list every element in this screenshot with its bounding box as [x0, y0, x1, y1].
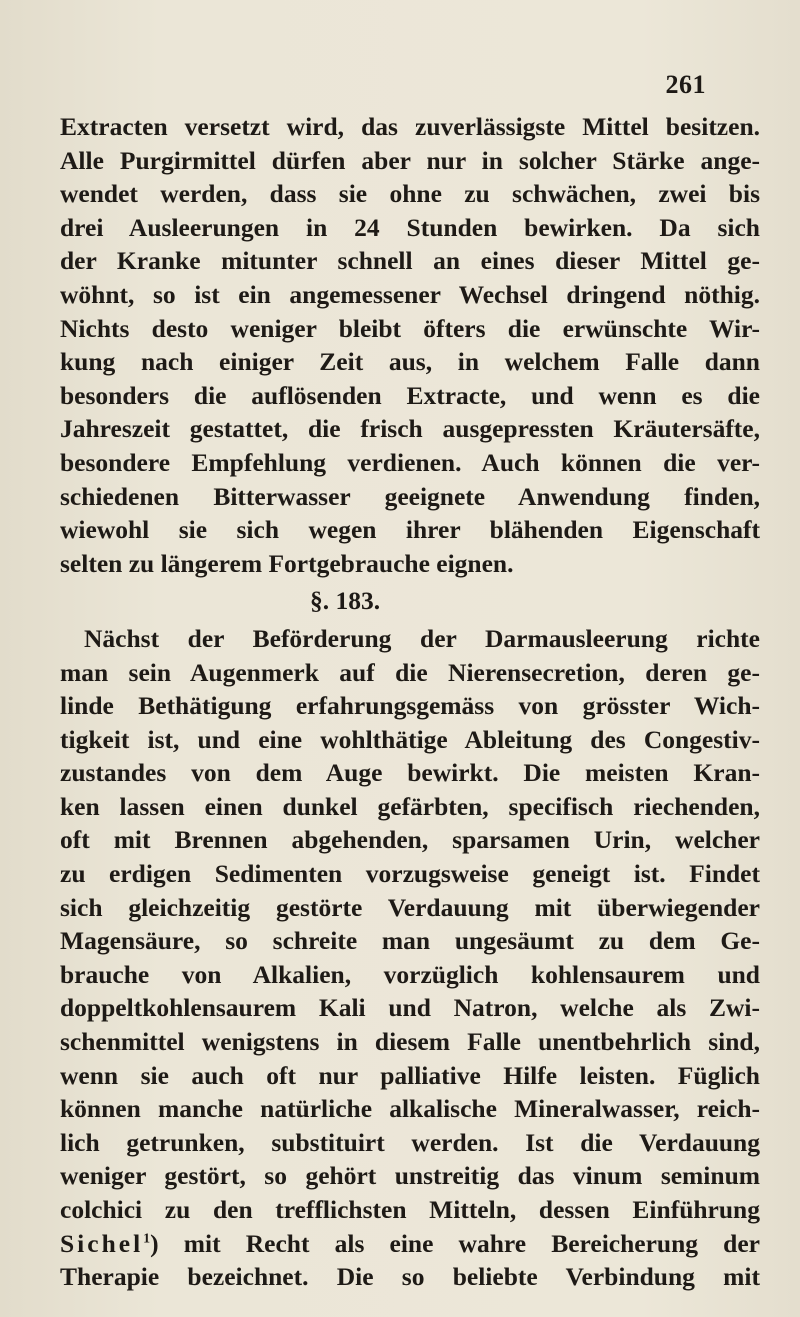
- text-line: zu erdigen Sedimenten vorzugsweise geneigt ist. Findet: [60, 859, 760, 889]
- text-line: Nächst der Beförderung der Darmausleerung richte: [84, 623, 760, 653]
- footnote-mark: 1: [143, 1231, 151, 1247]
- text-line: brauche von Alkalien, vorzüglich kohlensaurem und: [60, 959, 760, 989]
- text-line: wendet werden, dass sie ohne zu schwächen, zwei bis: [60, 179, 760, 209]
- text-line: linde Bethätigung erfahrungsgemäss von grösster Wich-: [60, 691, 760, 721]
- text-line: oft mit Brennen abgehenden, sparsamen Urin, welcher: [60, 825, 760, 855]
- text-line: man sein Augenmerk auf die Nierensecretion, deren ge-: [60, 657, 760, 687]
- text-line: wöhnt, so ist ein angemessener Wechsel dringend nöthig.: [60, 279, 760, 309]
- text-line: selten zu längerem Fortgebrauche eignen.: [60, 548, 514, 578]
- text-line: wenn sie auch oft nur palliative Hilfe leisten. Füglich: [60, 1060, 760, 1090]
- author-name: Sichel: [60, 1228, 144, 1258]
- text-line: schiedenen Bitterwasser geeignete Anwendung finden,: [60, 481, 760, 511]
- text-line: colchici zu den trefflichsten Mitteln, dessen Einführung: [60, 1195, 760, 1224]
- text-line: Therapie bezeichnet. Die so beliebte Verbindung mit: [60, 1262, 760, 1292]
- text-line: schenmittel wenigstens in diesem Falle unentbehrlich sind,: [60, 1027, 760, 1057]
- text-line: drei Ausleerungen in 24 Stunden bewirken. Da sich: [60, 212, 760, 242]
- paragraph: [60, 110, 760, 580]
- text-line: weniger gestört, so gehört unstreitig das vinum seminum: [60, 1161, 760, 1191]
- text-line: Alle Purgirmittel dürfen aber nur in solcher Stärke ange-: [60, 145, 760, 175]
- text-line: Magensäure, so schreite man ungesäumt zu dem Ge-: [60, 926, 760, 956]
- text-line: sich gleichzeitig gestörte Verdauung mit überwiegender: [60, 892, 760, 922]
- paragraph: [60, 622, 760, 1294]
- text-line: ken lassen einen dunkel gefärbten, specifisch riechenden,: [60, 791, 760, 821]
- text-line-rest: ) mit Recht als eine wahre Bereicherung der: [150, 1228, 760, 1258]
- text-line: tigkeit ist, und eine wohlthätige Ableitung des Congestiv-: [60, 724, 760, 754]
- text-line-with-footnote: [60, 1227, 760, 1261]
- text-line: Extracten versetzt wird, das zuverlässigste Mittel besitzen.: [60, 112, 760, 141]
- page-number: 261: [665, 70, 706, 99]
- text-line: doppeltkohlensaurem Kali und Natron, welche als Zwi-: [60, 993, 760, 1023]
- text-line: kung nach einiger Zeit aus, in welchem Falle dann: [60, 347, 760, 377]
- text-line: Jahreszeit gestattet, die frisch ausgepressten Kräutersäfte,: [60, 414, 760, 444]
- text-line: lich getrunken, substituirt werden. Ist die Verdauung: [60, 1127, 760, 1157]
- section-heading: §. 183.: [310, 586, 381, 616]
- text-line: Nichts desto weniger bleibt öfters die erwünschte Wir-: [60, 313, 760, 343]
- text-line: wiewohl sie sich wegen ihrer blähenden Eigenschaft: [60, 515, 760, 545]
- text-line: zustandes von dem Auge bewirkt. Die meisten Kran-: [60, 758, 760, 788]
- body-text: [60, 110, 760, 1294]
- text-line: besondere Empfehlung verdienen. Auch können die ver-: [60, 447, 760, 477]
- text-line: besonders die auflösenden Extracte, und wenn es die: [60, 380, 760, 410]
- text-line: können manche natürliche alkalische Mineralwasser, reich-: [60, 1094, 760, 1124]
- text-line: der Kranke mitunter schnell an eines dieser Mittel ge-: [60, 246, 760, 276]
